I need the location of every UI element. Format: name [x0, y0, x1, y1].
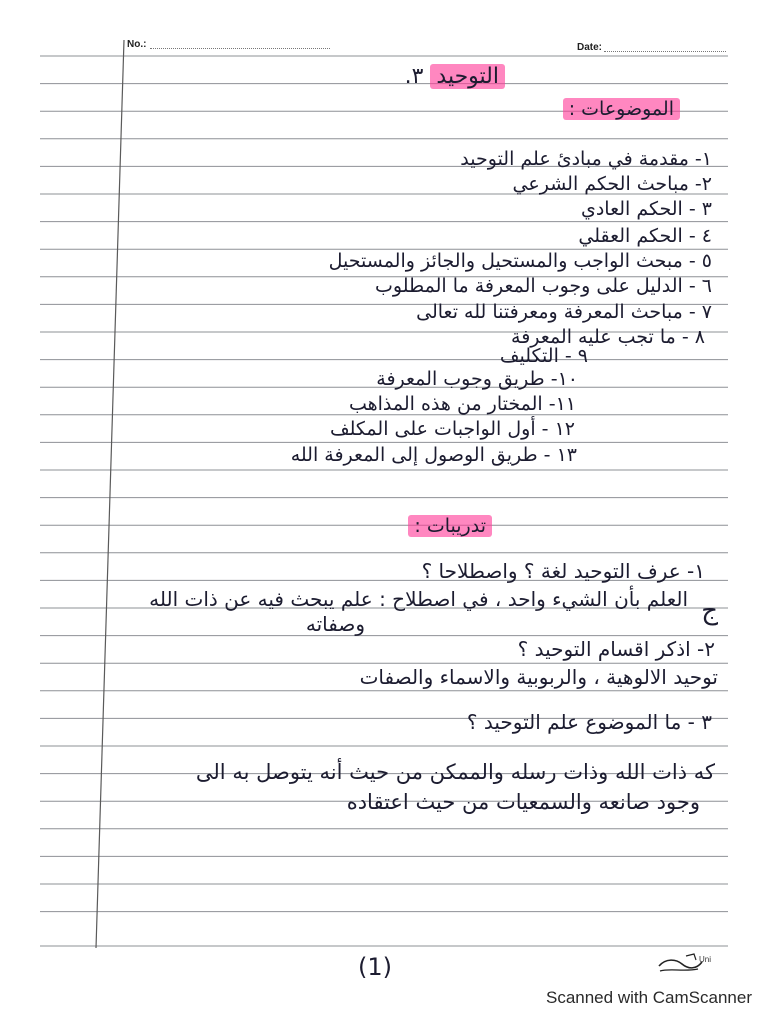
margin-line [96, 40, 124, 948]
answer-marker: ج [701, 596, 718, 626]
no-dotted-line [150, 48, 330, 49]
topic-item: ٣ - الحكم العادي [580, 198, 712, 220]
topic-item: ٥ - مبحث الواجب والمستحيل والجائز والمستحيل [328, 250, 712, 272]
logo-text: Uni [699, 955, 712, 964]
title-number: ٣. [404, 64, 424, 89]
answer-2-line-1: توحيد الالوهية ، والربوبية والاسماء والصفات [359, 665, 718, 689]
topic-item: ١٣ - طريق الوصول إلى المعرفة الله [290, 444, 577, 466]
topic-item: ٨ - ما تجب عليه المعرفة [511, 326, 705, 348]
topic-item: ٩ - التكليف [499, 345, 588, 367]
answer-1-line-2: وصفاته [305, 612, 365, 636]
no-label: No.: [127, 39, 147, 50]
topic-item: ٦ - الدليل على وجوب المعرفة ما المطلوب [375, 275, 712, 297]
question-3: ٣ - ما الموضوع علم التوحيد ؟ [466, 710, 712, 734]
topic-item: ٤ - الحكم العقلي [578, 225, 712, 247]
topics-heading-text: الموضوعات : [563, 98, 680, 120]
title-text: التوحيد [430, 64, 505, 89]
answer-3-line-2: وجود صانعه والسمعيات من حيث اعتقاده [346, 790, 700, 814]
topic-item: ١١- المختار من هذه المذاهب [348, 393, 576, 415]
question-2: ٢- اذكر اقسام التوحيد ؟ [517, 637, 715, 661]
answer-1-line-1: العلم بأن الشيء واحد ، في اصطلاح : علم يبحث فيه عن ذات الله [149, 587, 688, 611]
exercises-heading-text: تدريبات : [408, 515, 492, 537]
date-label: Date: [577, 42, 603, 53]
date-dotted-line [604, 51, 726, 52]
scanner-watermark: Scanned with CamScanner [545, 988, 752, 1007]
topic-item: ٢- مباحث الحكم الشرعي [512, 173, 712, 195]
question-1: ١- عرف التوحيد لغة ؟ واصطلاحا ؟ [421, 559, 705, 583]
topic-item: ١٢ - أول الواجبات على المكلف [329, 418, 575, 440]
answer-3-line-1: كه ذات الله وذات رسله والممكن من حيث أنه يتوصل به الى [195, 760, 715, 784]
page-number: (1) [358, 953, 392, 981]
exercises-heading [408, 513, 492, 539]
topic-item: ١- مقدمة في مبادئ علم التوحيد [460, 148, 712, 170]
topic-item: ١٠- طريق وجوب المعرفة [376, 368, 578, 390]
topic-item: ٧ - مباحث المعرفة ومعرفتنا لله تعالى [416, 301, 712, 323]
topics-heading [563, 96, 680, 122]
page-title [405, 64, 505, 90]
